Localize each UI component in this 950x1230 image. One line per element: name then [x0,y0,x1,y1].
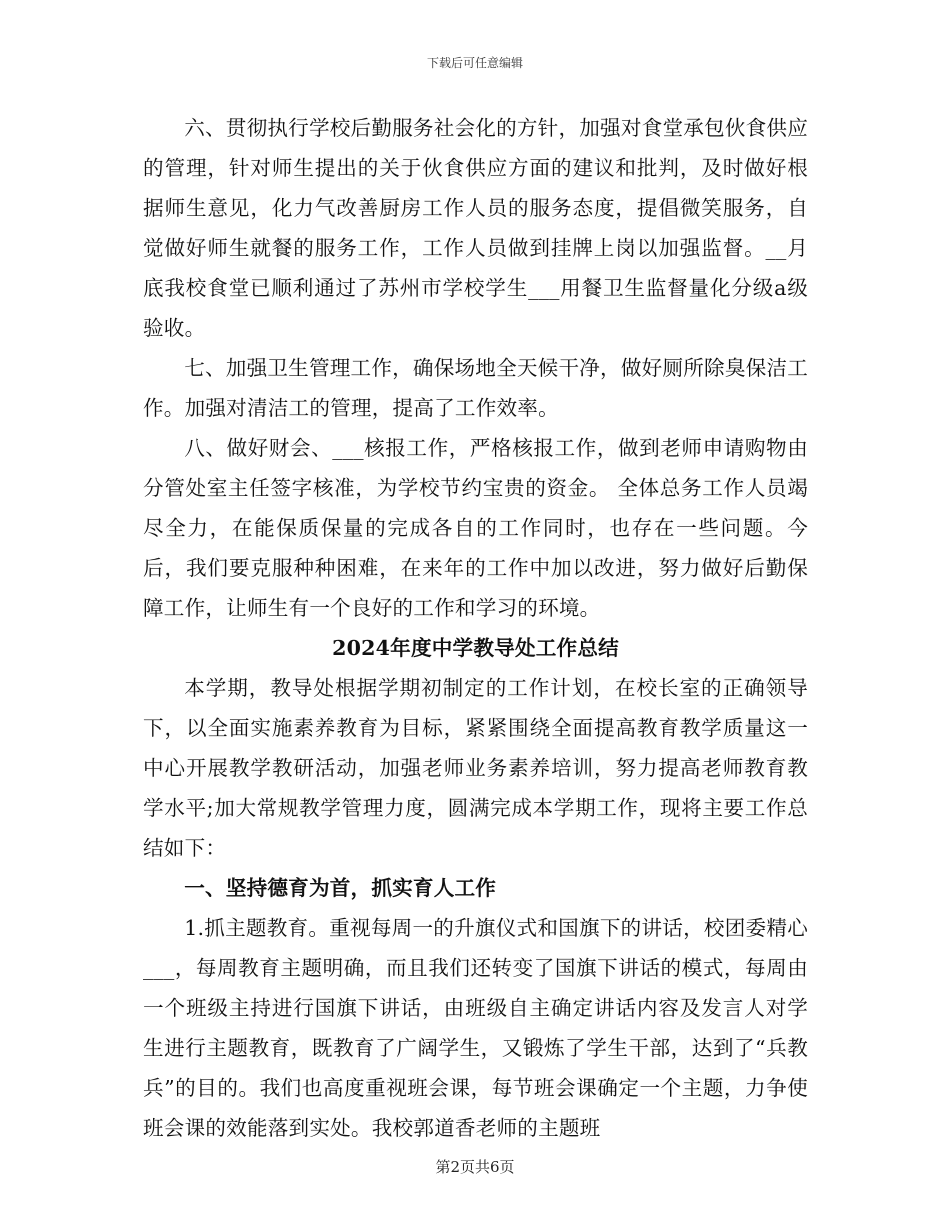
paragraph-seven: 七、加强卫生管理工作，确保场地全天候干净，做好厕所除臭保洁工作。加强对清洁工的管理，提高了工作效率。 [143,356,808,420]
paragraph-theme-education: 1.抓主题教育。重视每周一的升旗仪式和国旗下的讲话，校团委精心___，每周教育主题明确，而且我们还转变了国旗下讲话的模式，每周由一个班级主持进行国旗下讲话，由班级自主确定讲话内容及发言人对学生进行主题教育，既教育了广阔学生，又锻炼了学生干部，达到了“兵教兵”的目的。我们也高度重视班会课，每节班会课确定一个主题，力争使班会课的效能落到实处。我校郭道香老师的主题班 [143,916,808,1140]
page-number: 第2页共6页 [435,1158,515,1176]
paragraph-six: 六、贯彻执行学校后勤服务社会化的方针，加强对食堂承包伙食供应的管理，针对师生提出的关于伙食供应方面的建议和批判，及时做好根据师生意见，化力气改善厨房工作人员的服务态度，提倡微笑服务，自觉做好师生就餐的服务工作，工作人员做到挂牌上岗以加强监督。__月底我校食堂已顺利通过了苏州市学校学生___用餐卫生监督量化分级a级验收。 [143,116,808,340]
section-title: 2024年度中学教导处工作总结 [332,636,619,660]
document-body [143,108,808,1148]
heading-one: 一、坚持德育为首，抓实育人工作 [184,876,497,900]
paragraph-intro: 本学期，教导处根据学期初制定的工作计划，在校长室的正确领导下，以全面实施素养教育为目标，紧紧围绕全面提高教育教学质量这一中心开展教学教研活动，加强老师业务素养培训，努力提高老师教育教学水平;加大常规教学管理力度，圆满完成本学期工作，现将主要工作总结如下： [143,676,808,860]
header-note: 下载后可任意编辑 [426,56,523,70]
paragraph-eight: 八、做好财会、___核报工作，严格核报工作，做到老师申请购物由分管处室主任签字核准，为学校节约宝贵的资金。 全体总务工作人员竭尽全力，在能保质保量的完成各自的工作同时，也存在一些问题。今后，我们要克服种种困难，在来年的工作中加以改进，努力做好后勤保障工作，让师生有一个良好的工作和学习的环境。 [143,436,808,620]
